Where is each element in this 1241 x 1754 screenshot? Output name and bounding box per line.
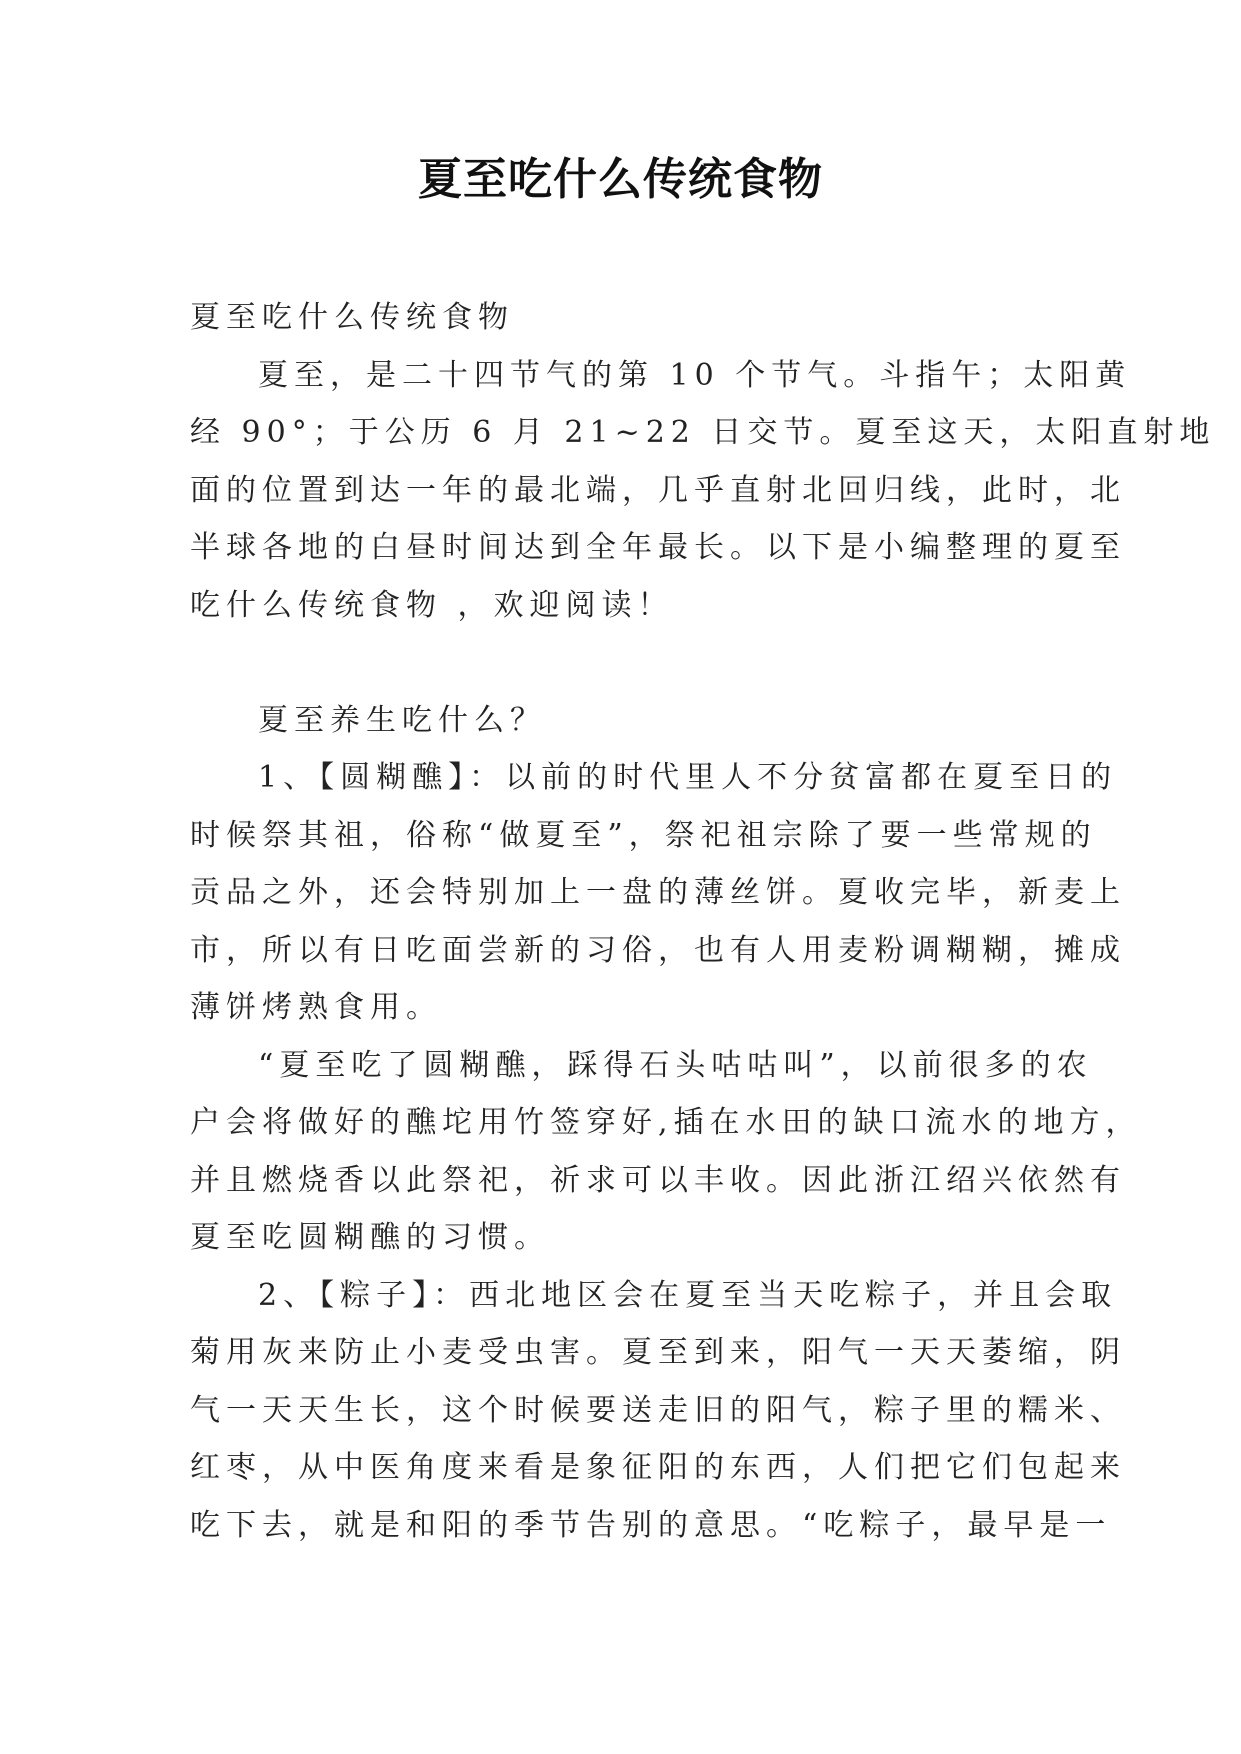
- item1-line: 薄饼烤熟食用。: [190, 990, 442, 1025]
- document-subtitle: 夏至吃什么传统食物: [190, 300, 514, 335]
- item1-line: 时候祭其祖，俗称“做夏至”，祭祀祖宗除了要一些常规的: [190, 817, 1097, 853]
- intro-line: 半球各地的白昼时间达到全年最长。以下是小编整理的夏至: [190, 530, 1126, 565]
- document-body: [190, 289, 1216, 1554]
- section-heading: 夏至养生吃什么？: [258, 702, 546, 738]
- item1b-line: 户会将做好的醮坨用竹签穿好,插在水田的缺口流水的地方，: [190, 1105, 1142, 1140]
- paragraph-gap: [190, 634, 1055, 692]
- intro-paragraph: [190, 347, 1216, 635]
- intro-line: 面的位置到达一年的最北端，几乎直射北回归线，此时，北: [190, 472, 1126, 508]
- item1-line: 贡品之外，还会特别加上一盘的薄丝饼。夏收完毕，新麦上: [190, 875, 1126, 910]
- item2-line: 吃下去，就是和阳的季节告别的意思。“吃粽子，最早是一: [190, 1507, 1112, 1543]
- item1-line: 1、【圆糊醮】：以前的时代里人不分贫富都在夏至日的: [258, 760, 1118, 795]
- item1b-line: 夏至吃圆糊醮的习惯。: [190, 1220, 550, 1255]
- intro-line: 夏至，是二十四节气的第 10 个节气。斗指午；太阳黄: [258, 357, 1132, 393]
- item1-line: 市，所以有日吃面尝新的习俗，也有人用麦粉调糊糊，摊成: [190, 932, 1126, 968]
- intro-line: 吃什么传统食物 ，欢迎阅读！: [190, 587, 674, 623]
- item2-line: 红枣，从中医角度来看是象征阳的东西，人们把它们包起来: [190, 1450, 1126, 1485]
- item2-line: 气一天天生长，这个时候要送走旧的阳气，粽子里的糯米、: [190, 1392, 1126, 1428]
- item2-line: 2、【粽子】：西北地区会在夏至当天吃粽子，并且会取: [258, 1277, 1118, 1313]
- item2-paragraph: [190, 1267, 1126, 1555]
- item2-line: 菊用灰来防止小麦受虫害。夏至到来，阳气一天天萎缩，阴: [190, 1335, 1126, 1370]
- item1b-line: “夏至吃了圆糊醮，踩得石头咕咕叫”，以前很多的农: [258, 1047, 1093, 1083]
- intro-line: 经 90°；于公历 6 月 21~22 日交节。夏至这天，太阳直射地: [190, 415, 1216, 450]
- document-title: 夏至吃什么传统食物: [418, 154, 823, 205]
- item1b-line: 并且燃烧香以此祭祀，祈求可以丰收。因此浙江绍兴依然有: [190, 1162, 1126, 1198]
- item1-paragraph: [190, 749, 1126, 1037]
- item1b-paragraph: [190, 1037, 1142, 1267]
